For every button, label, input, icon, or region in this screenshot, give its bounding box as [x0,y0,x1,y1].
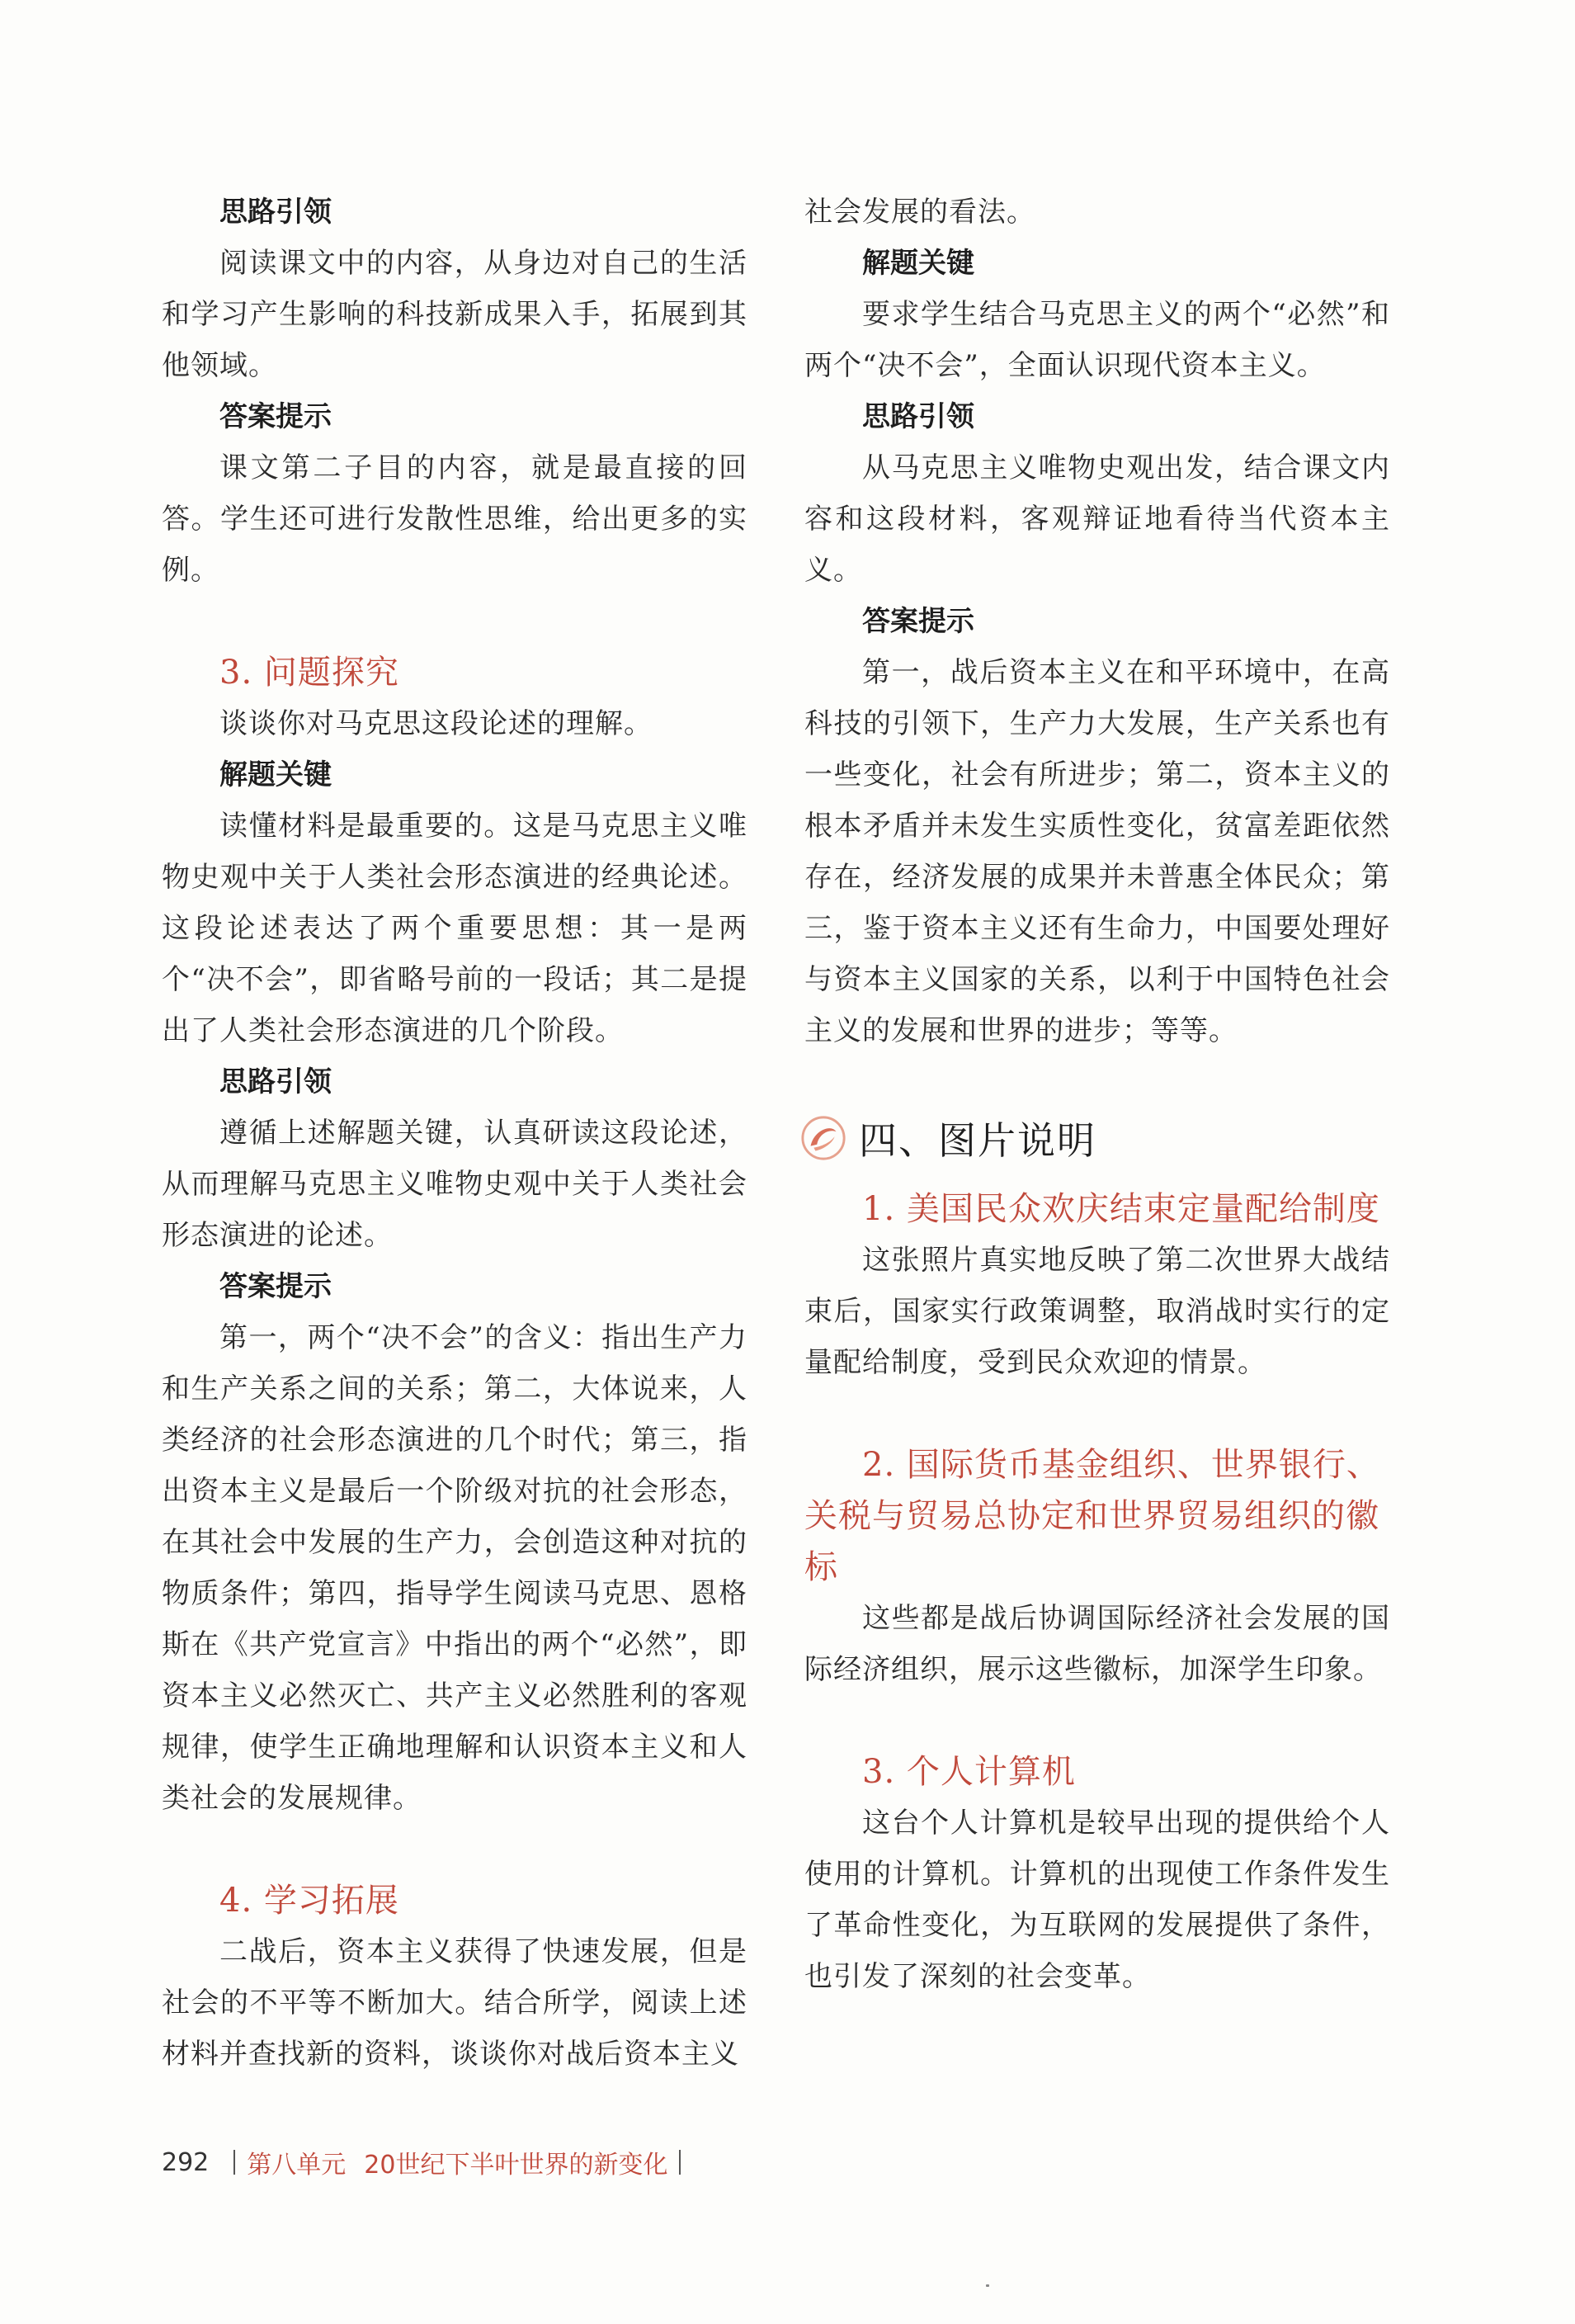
label-daan-1: 答案提示 [219,400,332,433]
picture-3-title: 3. 个人计算机 [862,1753,1076,1791]
label-silu-3: 思路引领 [862,400,974,433]
paragraph: 第一，两个“决不会”的含义：指出生产力和生产关系之间的关系；第二，大体说来，人类经济的社会形态演进的几个时代；第三，指出资本主义是最后一个阶级对抗的社会形态，在其社会中发展的生产力，会创造这种对抗的物质条件；第四，指导学生阅读马克思、恩格斯在《共产党宣言》中指出的两个“必然”，即资本主义必然灭亡、共产主义必然胜利的客观规律，使学生正确地理解和认识资本主义和人类社会的发展规律。 [162,1321,747,1815]
label-silu-1: 思路引领 [219,196,332,229]
paragraph: 第一，战后资本主义在和平环境中，在高科技的引领下，生产力大发展，生产关系也有一些变化，社会有所进步；第二，资本主义的根本矛盾并未发生实质性变化，贫富差距依然存在，经济发展的成果并未普惠全体民众；第三，鉴于资本主义还有生命力，中国要处理好与资本主义国家的关系，以利于中国特色社会主义的发展和世界的进步；等等。 [804,656,1390,1047]
paragraph: 阅读课文中的内容，从身边对自己的生活和学习产生影响的科技新成果入手，拓展到其他领域。 [162,247,747,382]
paragraph: 从马克思主义唯物史观出发，结合课文内容和这段材料，客观辩证地看待当代资本主义。 [804,451,1390,587]
footer-subtitle: 20世纪下半叶世界的新变化 [364,2151,668,2180]
footer-divider [233,2150,235,2175]
label-silu-2: 思路引领 [219,1065,332,1098]
footer-unit: 第八单元 [247,2151,347,2180]
label-daan-2: 答案提示 [219,1270,332,1303]
paragraph: 二战后，资本主义获得了快速发展，但是社会的不平等不断加大。结合所学，阅读上述材料并查找新的资料，谈谈你对战后资本主义 [162,1935,747,2071]
paragraph: 这些都是战后协调国际经济社会发展的国际经济组织，展示这些徽标，加深学生印象。 [804,1602,1390,1686]
paragraph: 遵循上述解题关键，认真研读这段论述，从而理解马克思主义唯物史观中关于人类社会形态演进的论述。 [162,1117,747,1252]
section-title [804,1093,1390,1183]
picture-2-title-line-1: 2. 国际货币基金组织、世界银行、 [862,1446,1380,1484]
label-daan-3: 答案提示 [862,605,974,638]
paragraph: 读懂材料是最重要的。这是马克思主义唯物史观中关于人类社会形态演进的经典论述。这段论述表达了两个重要思想：其一是两个“决不会”，即省略号前的一段话；其二是提出了人类社会形态演进的几个阶段。 [162,810,747,1047]
label-jieti: 解题关键 [862,247,974,280]
picture-2-title-line-2: 关税与贸易总协定和世界贸易组织的徽标 [804,1497,1379,1586]
section-title-text: 四、图片说明 [859,1118,1096,1163]
scan-speck [986,2284,989,2287]
footer-divider [679,2150,681,2175]
label-jieti: 解题关键 [219,758,332,791]
paragraph: 要求学生结合马克思主义的两个“必然”和两个“决不会”，全面认识现代资本主义。 [804,298,1390,382]
paragraph-continuation: 社会发展的看法。 [804,196,1035,229]
question-4-heading: 4. 学习拓展 [219,1882,399,1920]
picture-1-title: 1. 美国民众欢庆结束定量配给制度 [862,1190,1380,1228]
paragraph: 课文第二子目的内容，就是最直接的回答。学生还可进行发散性思维，给出更多的实例。 [162,451,747,587]
paragraph: 这张照片真实地反映了第二次世界大战结束后，国家实行政策调整，取消战时实行的定量配给制度，受到民众欢迎的情景。 [804,1244,1390,1379]
paragraph: 这台个人计算机是较早出现的提供给个人使用的计算机。计算机的出现使工作条件发生了革命性变化，为互联网的发展提供了条件，也引发了深刻的社会变革。 [804,1807,1390,1993]
question-3-heading: 3. 问题探究 [219,654,399,692]
page-number: 292 [162,2147,210,2177]
left-column [162,187,747,2080]
page-footer [162,2144,681,2180]
swirl-icon [799,1114,847,1162]
question-3-prompt: 谈谈你对马克思这段论述的理解。 [219,707,653,740]
right-column [804,187,1390,2002]
